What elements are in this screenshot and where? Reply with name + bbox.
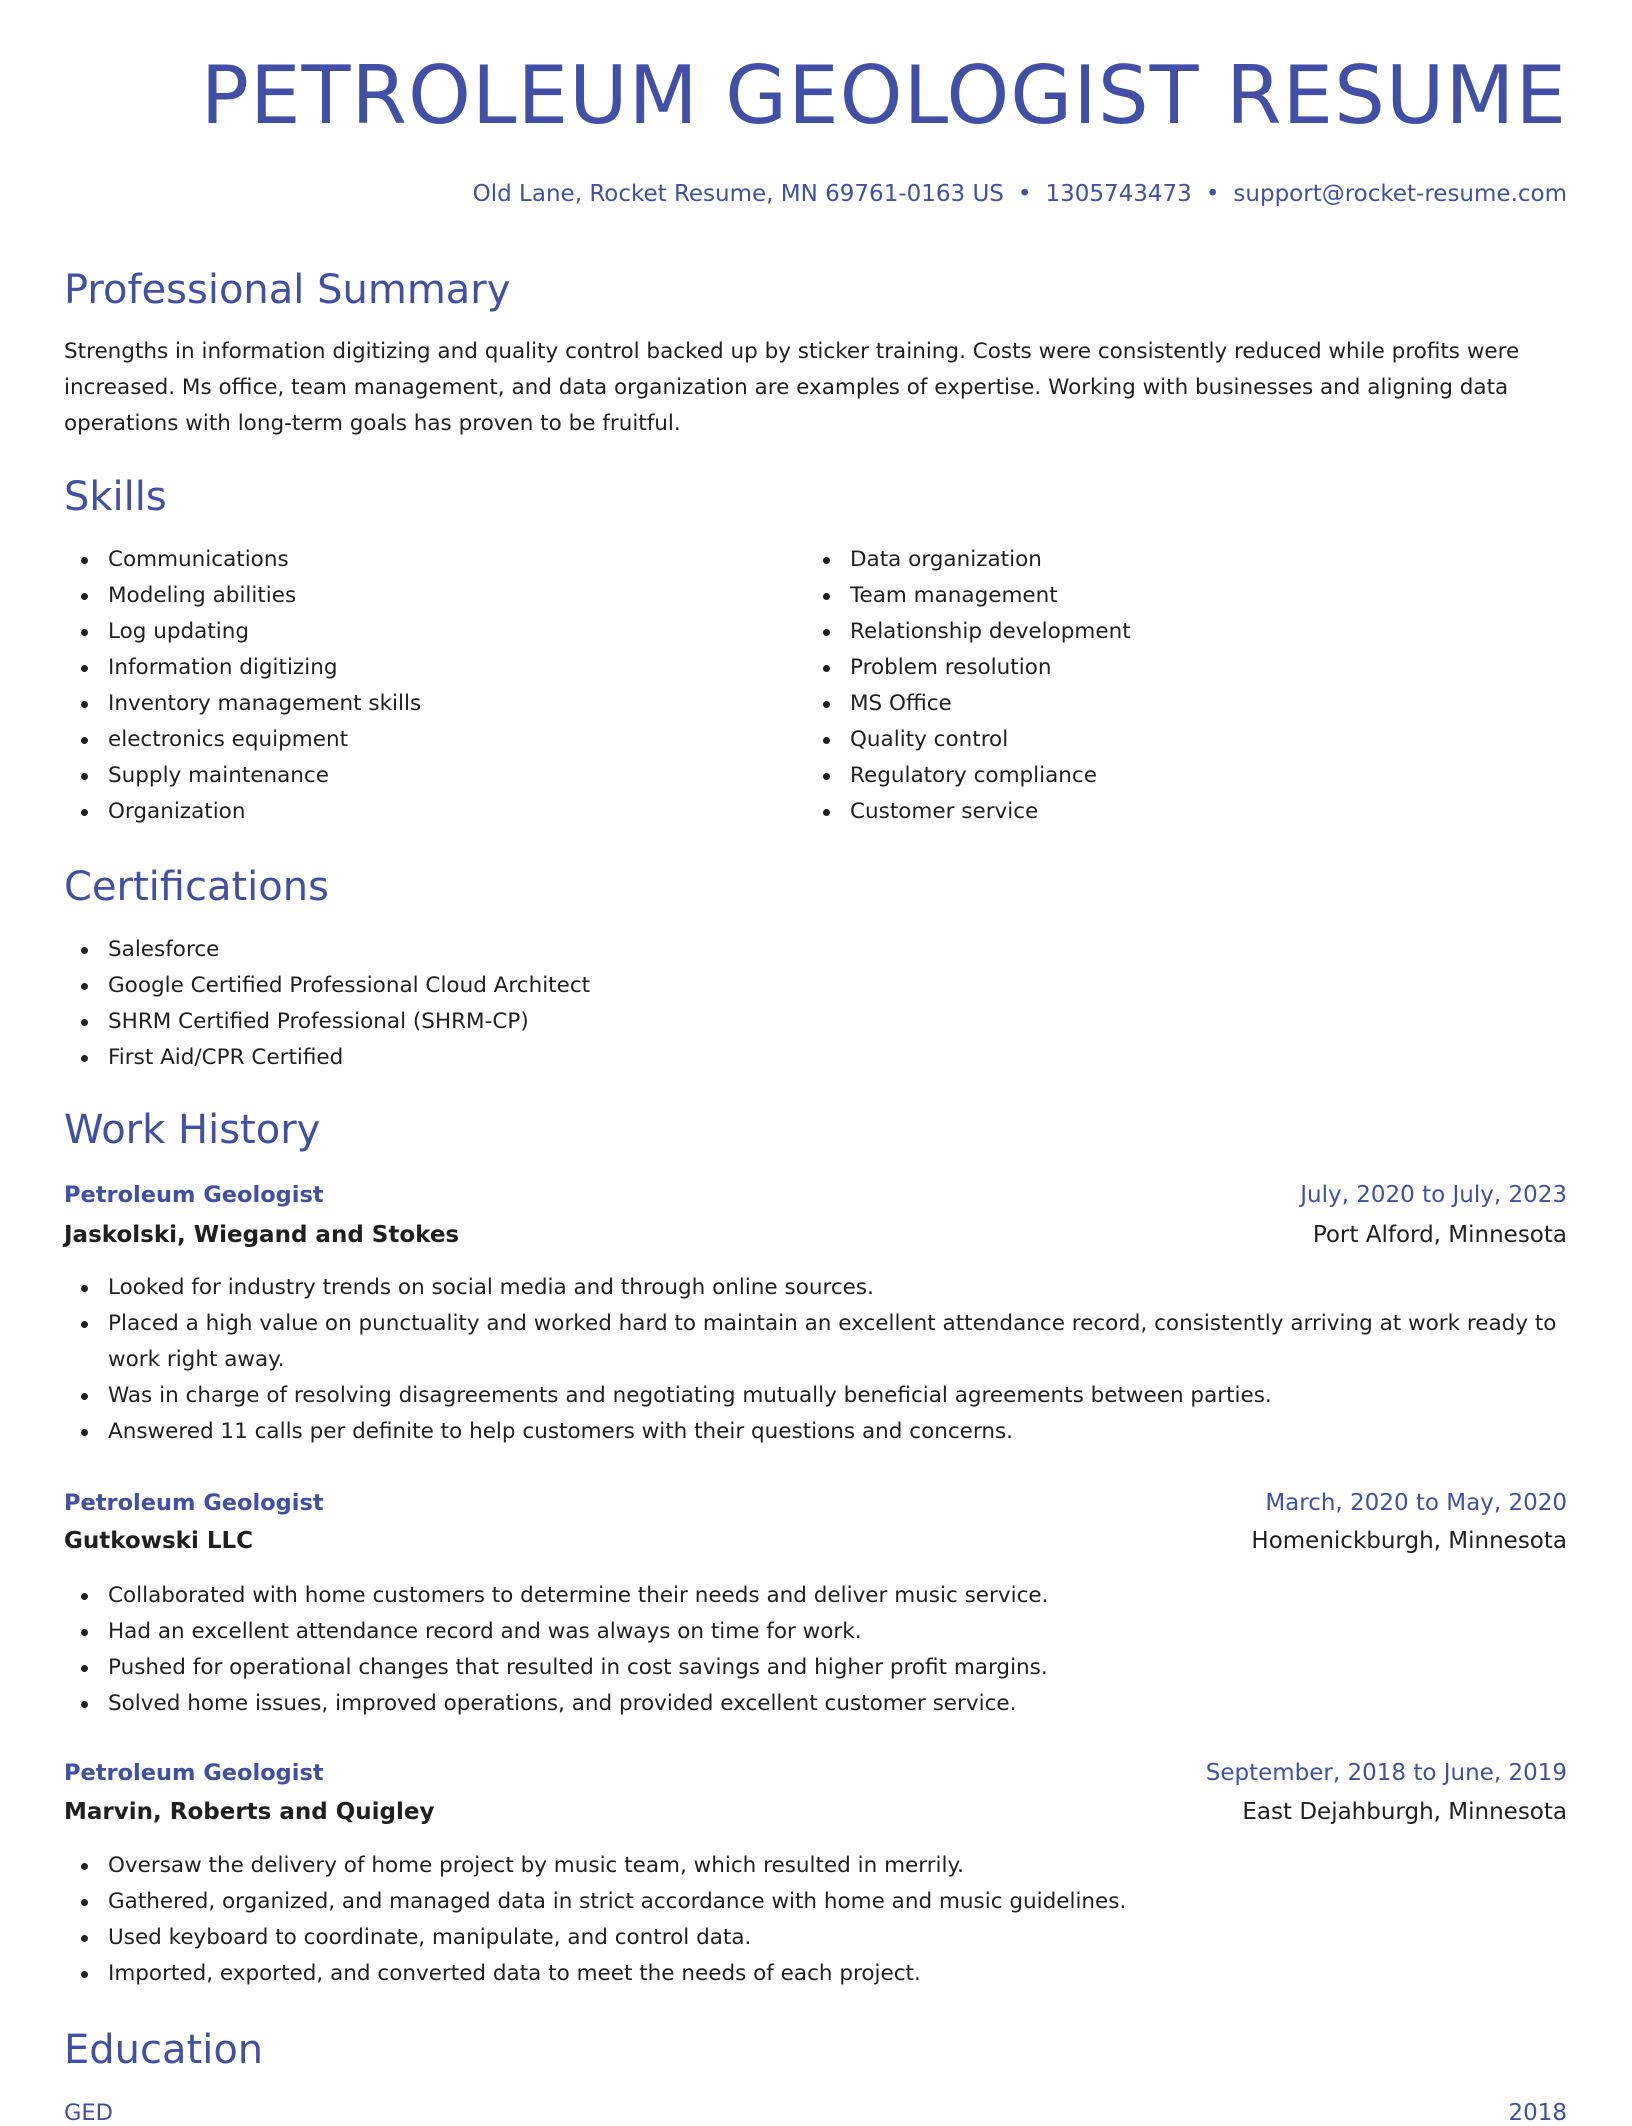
job-title: Petroleum Geologist — [64, 1490, 324, 1516]
skill-item: Supply maintenance — [64, 758, 421, 794]
job-bullet: Collaborated with home customers to determine their needs and deliver music service. — [64, 1578, 1567, 1614]
skill-item: Log updating — [64, 614, 421, 650]
skill-item: Quality control — [806, 722, 1131, 758]
skill-item: Organization — [64, 794, 421, 830]
contact-address: Old Lane, Rocket Resume, MN 69761-0163 US — [472, 181, 1004, 207]
certification-item: Salesforce — [64, 932, 590, 968]
job-dates: March, 2020 to May, 2020 — [1265, 1490, 1567, 1516]
certifications-heading: Certifications — [64, 864, 329, 910]
skill-item: Modeling abilities — [64, 578, 421, 614]
job-location: Port Alford, Minnesota — [1312, 1222, 1567, 1248]
job-title: Petroleum Geologist — [64, 1182, 324, 1208]
skill-item: Inventory management skills — [64, 686, 421, 722]
contact-separator: • — [1205, 181, 1220, 207]
skill-item: Information digitizing — [64, 650, 421, 686]
job-bullet: Gathered, organized, and managed data in strict accordance with home and music guidelines. — [64, 1884, 1567, 1920]
job-location: Homenickburgh, Minnesota — [1251, 1528, 1567, 1554]
job-company: Marvin, Roberts and Quigley — [64, 1799, 435, 1825]
contact-phone[interactable]: 1305743473 — [1045, 181, 1192, 207]
job-bullets — [64, 1270, 1567, 1450]
job-dates: September, 2018 to June, 2019 — [1205, 1760, 1567, 1786]
skill-item: Problem resolution — [806, 650, 1131, 686]
contact-separator: • — [1017, 181, 1032, 207]
skill-item: MS Office — [806, 686, 1131, 722]
certification-item: SHRM Certified Professional (SHRM-CP) — [64, 1004, 590, 1040]
job-location: East Dejahburgh, Minnesota — [1242, 1799, 1567, 1825]
job-bullet: Oversaw the delivery of home project by music team, which resulted in merrily. — [64, 1848, 1567, 1884]
job-bullet: Answered 11 calls per definite to help customers with their questions and concerns. — [64, 1414, 1567, 1450]
skills-heading: Skills — [64, 474, 167, 520]
resume-title: PETROLEUM GEOLOGIST RESUME — [200, 49, 1567, 142]
job-bullets — [64, 1578, 1567, 1722]
job-company: Gutkowski LLC — [64, 1528, 254, 1554]
job-bullet: Used keyboard to coordinate, manipulate, and control data. — [64, 1920, 1567, 1956]
skill-item: Customer service — [806, 794, 1131, 830]
job-bullet: Looked for industry trends on social media and through online sources. — [64, 1270, 1567, 1306]
skills-list-left — [64, 542, 421, 830]
contact-email[interactable]: support@rocket-resume.com — [1233, 181, 1567, 207]
skill-item: Team management — [806, 578, 1131, 614]
job-bullet: Imported, exported, and converted data to meet the needs of each project. — [64, 1956, 1567, 1992]
certifications-list — [64, 932, 590, 1076]
job-bullet: Had an excellent attendance record and was always on time for work. — [64, 1614, 1567, 1650]
job-company: Jaskolski, Wiegand and Stokes — [64, 1222, 460, 1248]
contact-line — [473, 183, 1567, 206]
job-title: Petroleum Geologist — [64, 1760, 324, 1786]
job-dates: July, 2020 to July, 2023 — [1300, 1182, 1567, 1208]
skill-item: Communications — [64, 542, 421, 578]
job-bullet: Was in charge of resolving disagreements and negotiating mutually beneficial agreements between parties. — [64, 1378, 1567, 1414]
summary-heading: Professional Summary — [64, 267, 511, 313]
job-bullet: Placed a high value on punctuality and worked hard to maintain an excellent attendance record, consistently arriving at work ready to work right away. — [64, 1306, 1567, 1378]
education-degree: GED — [64, 2100, 113, 2126]
job-bullet: Solved home issues, improved operations, and provided excellent customer service. — [64, 1686, 1567, 1722]
certification-item: First Aid/CPR Certified — [64, 1040, 590, 1076]
skill-item: Data organization — [806, 542, 1131, 578]
work-history-heading: Work History — [64, 1107, 321, 1153]
certification-item: Google Certified Professional Cloud Architect — [64, 968, 590, 1004]
skill-item: Relationship development — [806, 614, 1131, 650]
skill-item: Regulatory compliance — [806, 758, 1131, 794]
skills-list-right — [806, 542, 1131, 830]
education-year: 2018 — [1508, 2100, 1567, 2126]
summary-text: Strengths in information digitizing and quality control backed up by sticker training. Costs were consistently reduced while profits were increased. Ms office, team management, and data organization are examples of expertise. Working with businesses and aligning data operations with long-term goals has proven to be fruitful. — [64, 339, 1520, 436]
education-heading: Education — [64, 2027, 264, 2073]
job-bullets — [64, 1848, 1567, 1992]
skill-item: electronics equipment — [64, 722, 421, 758]
job-bullet: Pushed for operational changes that resulted in cost savings and higher profit margins. — [64, 1650, 1567, 1686]
